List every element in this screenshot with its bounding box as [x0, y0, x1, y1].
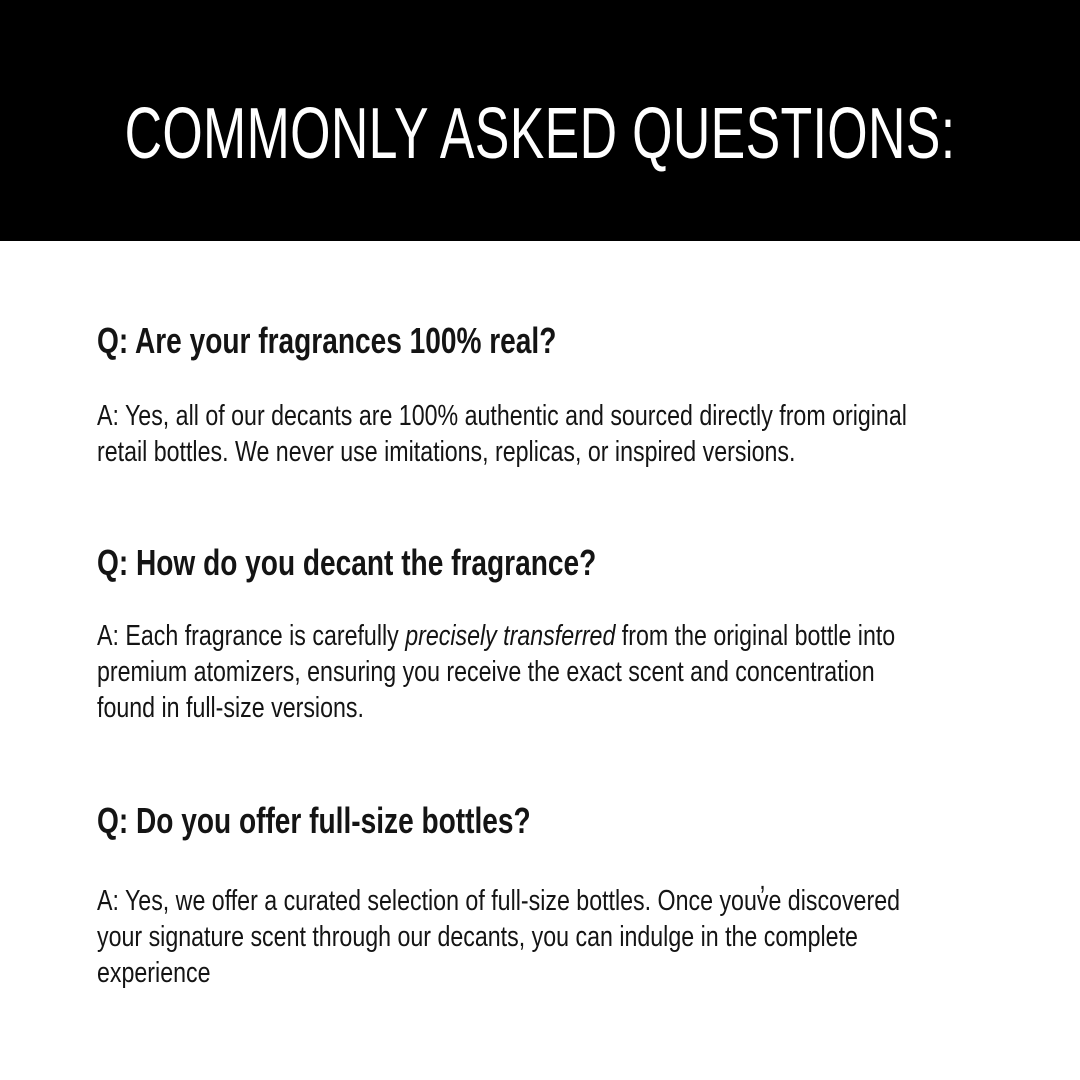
question-2 — [97, 543, 737, 583]
question-1 — [97, 321, 686, 361]
answer-1-line-2: retail bottles. We never use imitations, replicas, or inspired versions. — [97, 436, 796, 468]
answer-2-line-1-italic: precisely transferred — [405, 620, 616, 652]
answer-2 — [97, 618, 1080, 726]
answer-3-line-2: your signature scent through our decants, you can indulge in the complete — [97, 921, 858, 953]
answer-3-line-1: A: Yes, we offer a curated selection of full-size bottles. Once youv̓e discovered — [97, 885, 900, 917]
answer-2-line-2: premium atomizers, ensuring you receive the exact scent and concentration — [97, 656, 875, 688]
answer-1-line-1: A: Yes, all of our decants are 100% authentic and sourced directly from original — [97, 400, 907, 432]
answer-2-line-3: found in full-size versions. — [97, 692, 364, 724]
answer-3 — [97, 883, 1080, 991]
header-band — [0, 0, 1080, 241]
question-3 — [97, 801, 653, 841]
answer-2-line-1-pre: A: Each fragrance is carefully — [97, 620, 406, 652]
answer-1 — [97, 398, 1080, 470]
answer-3-line-3: experience — [97, 957, 211, 989]
question-1-text: Q: Are your fragrances 100% real? — [97, 320, 557, 361]
question-2-text: Q: How do you decant the fragrance? — [97, 542, 597, 583]
page-title: COMMONLY ASKED QUESTIONS: — [124, 93, 956, 174]
answer-2-line-1 — [97, 618, 1080, 654]
answer-2-line-1-post: from the original bottle into — [615, 620, 896, 652]
question-3-text: Q: Do you offer full-size bottles? — [97, 800, 531, 841]
